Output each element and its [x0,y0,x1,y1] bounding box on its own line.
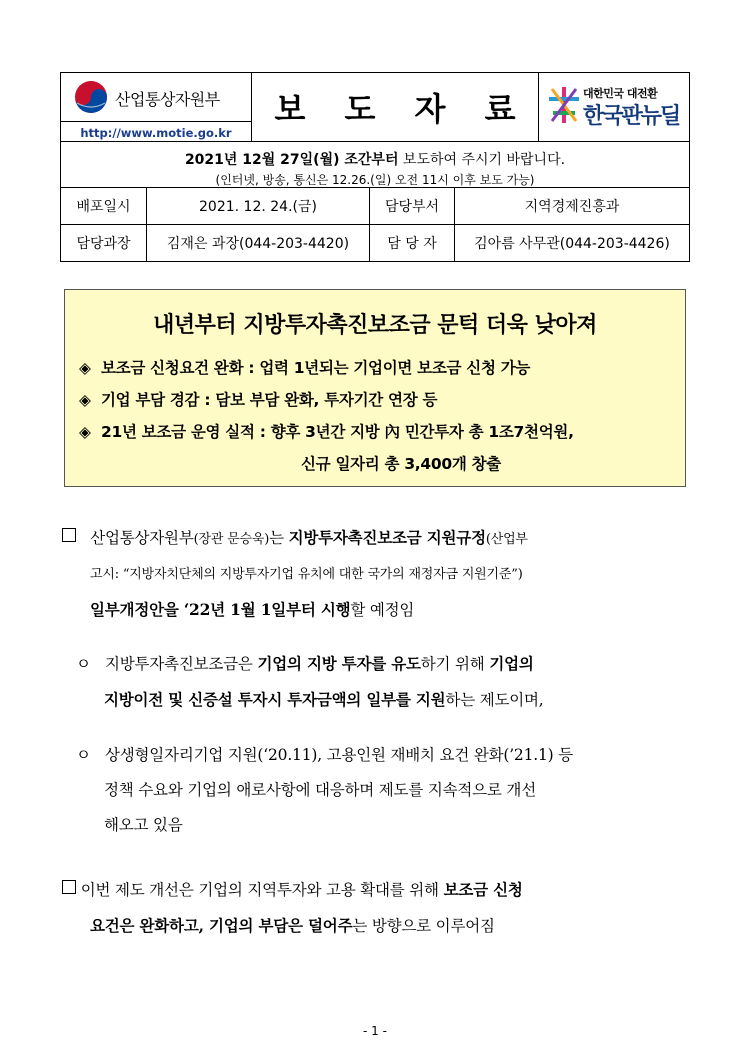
paragraph-2: ㅇ 지방투자촉진보조금은 기업의 지방 투자를 유도하기 위해 기업의 지방이전 및 신증설 투자시 투자금액의 일부를 지원하는 제도이며, [76,654,544,709]
contact-value: 김아름 사무관(044-203-4426) [474,236,670,252]
release-date-label: 배포일시 [61,188,147,224]
circle-bullet-icon: ㅇ [76,746,91,764]
ministry-logo-cell [61,73,252,141]
paragraph-4: 이번 제도 개선은 기업의 지역투자와 고용 확대를 위해 보조금 신청 요건은 완화하고, 기업의 부담은 덜어주는 방향으로 이루어짐 [62,872,523,944]
contact-label: 담 당 자 [370,225,455,261]
summary-bullet: ◈ 기업 부담 경감 : 담보 부담 완화, 투자기간 연장 등 [79,391,438,409]
new-deal-title: 한국판뉴딜 [583,104,680,129]
director-value: 김재은 과장(044-203-4420) [147,225,370,261]
square-bullet-icon [62,880,76,894]
embargo-date: 2021년 12월 27일(월) 조간부터 [184,152,399,168]
diamond-bullet-icon: ◈ [79,359,91,377]
press-header-table [60,72,690,262]
square-bullet-icon [62,528,76,542]
page-title: 보 도 자 료 [274,90,530,128]
summary-bullet: ◈ 보조금 신청요건 완화 : 업력 1년되는 기업이면 보조금 신청 가능 [79,359,531,377]
diamond-bullet-icon: ◈ [79,391,91,409]
new-deal-logo-cell [539,73,689,141]
title-cell [252,73,539,141]
paragraph-1: 산업통상자원부(장관 문승욱)는 지방투자촉진보조금 지원규정(산업부 고시: “지방자치단체의 지방투자기업 유치에 대한 국가의 재정자금 지원기준”) 일부개정안을 ‘22년 1월 1일부터 시행할 예정임 [62,520,528,628]
embargo-note: (인터넷, 방송, 통신은 12.26.(일) 오전 11시 이후 보도 가능) [215,173,535,187]
ministry-name: 산업통상자원부 [115,90,220,109]
new-deal-subtitle: 대한민국 대전환 [583,87,658,100]
paragraph-3: ㅇ 상생형일자리기업 지원(‘20.11), 고용인원 재배치 요건 완화(’21.1) 등 정책 수요와 기업의 애로사항에 대응하며 제도를 지속적으로 개선 해오고 있음 [76,746,573,834]
new-deal-logo-icon [547,85,581,125]
embargo-rest: 보도하여 주시기 바랍니다. [398,152,566,168]
summary-box [64,289,686,487]
director-label: 담당과장 [61,225,147,261]
page-number: - 1 - [363,1024,387,1038]
ministry-emblem-icon [73,79,109,115]
embargo-notice [61,142,689,188]
summary-bullet: ◈ 21년 보조금 운영 실적 : 향후 3년간 지방 內 민간투자 총 1조7천억원, [79,423,574,441]
ministry-url[interactable]: http://www.motie.go.kr [61,121,251,139]
diamond-bullet-icon: ◈ [79,423,91,441]
release-date-value: 2021. 12. 24.(금) [147,188,370,224]
headline: 내년부터 지방투자촉진보조금 문턱 더욱 낮아져 [153,313,597,338]
circle-bullet-icon: ㅇ [76,655,91,673]
department-label: 담당부서 [370,188,455,224]
department-value: 지역경제진흥과 [524,199,620,215]
summary-bullet-continuation: 신규 일자리 총 3,400개 창출 [301,455,501,473]
